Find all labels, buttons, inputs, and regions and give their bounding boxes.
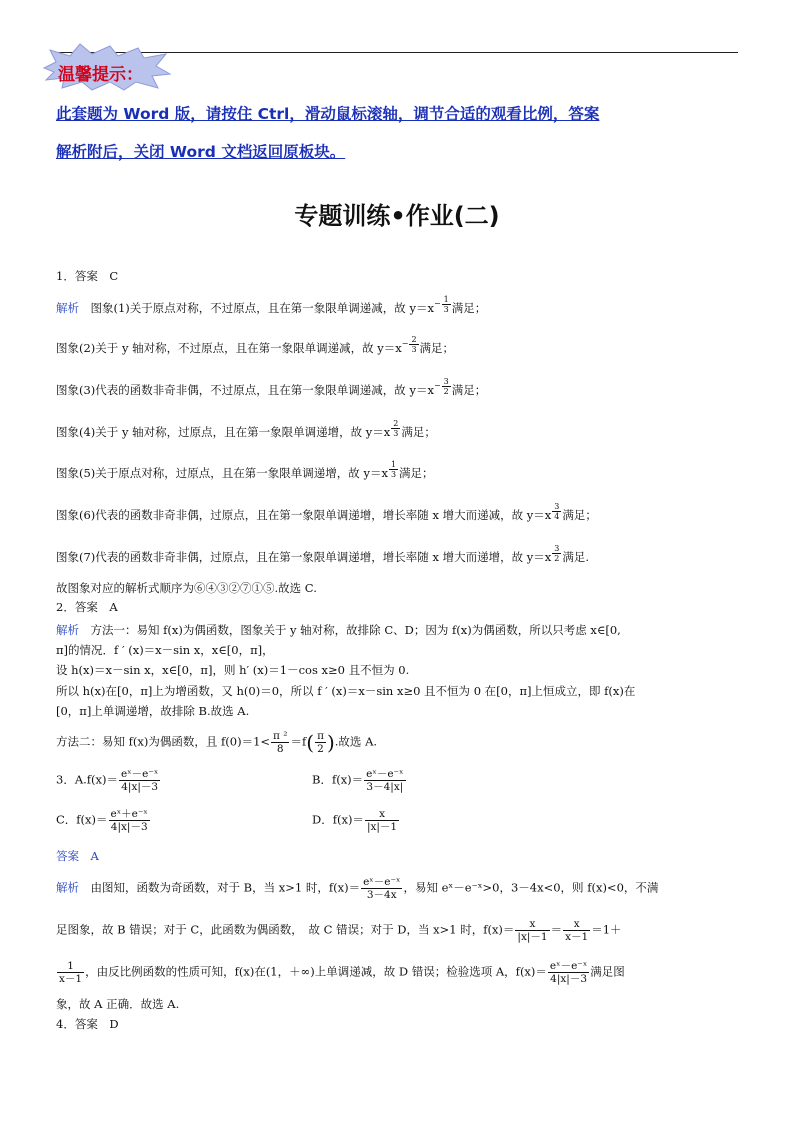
q3-line-3: $\frac{1}{x-1}$ ，由反比例函数的性质可知，f(x)在(1，＋∞)上单调递减，故 D 错误；检验选项 A，f(x)＝ $\frac{\text{eˣ－e⁻ˣ}}{4|x|-3}$ 满足图: [59, 960, 625, 985]
page-title: 专题训练•作业(二): [294, 202, 500, 230]
q3-line-4: 象，故 A 正确．故选 A.: [56, 997, 180, 1011]
q2-method-2: 方法二：易知 f(x)为偶函数，且 f(0)＝1< $\frac{\text{π ²}}{8}$ ＝f( $\frac{\pi}{2}$ ).故选 A.: [56, 730, 378, 755]
q3-answer: 答案 A: [56, 849, 99, 863]
q1-line-4: 图象(4)关于 y 轴对称，过原点，且在第一象限单调递增，故 y＝x $^{\frac{2}{3}}$ 满足；: [56, 418, 436, 439]
q1-line-3: 图象(3)代表的函数非奇非偶，不过原点，且在第一象限单调递减，故 $y=x^{- \frac{3}{2}}$ 满足；: [56, 376, 487, 397]
q1-answer: 1．答案 C: [56, 269, 119, 283]
q3-option-d: D．f(x)＝ $\frac{x}{|x|-1}$: [312, 808, 398, 833]
q1-line-2: 图象(2)关于 y 轴对称，不过原点，且在第一象限单调递减，故 $y=x^{- \frac{2}{3}}$ 满足；: [56, 334, 455, 355]
q1-line-5: 图象(5)关于原点对称，过原点，且在第一象限单调递增，故 y＝x $^{\frac{1}{3}}$ 满足；: [56, 459, 434, 480]
q3-line-1: 解析 由图知，函数为奇函数，对于 B，当 x>1 时，f(x)＝ $\frac{\text{eˣ－e⁻ˣ}}{3-4x}$ ，易知 eˣ－e⁻ˣ>0，3－4x<0，则 f(x)<0，不满: [56, 876, 659, 901]
q1-line-7: 图象(7)代表的函数非奇非偶，过原点，且在第一象限单调递增，增长率随 x 增大而递增，故 y＝x $^{\frac{3}{2}}$ 满足.: [56, 543, 589, 564]
q2-line-5: [0，π]上单调递增，故排除 B.故选 A.: [56, 704, 250, 718]
q4-answer: 4．答案 D: [56, 1017, 119, 1031]
notice-line-2: 解析附后，关闭 Word 文档返回原板块。: [56, 143, 346, 161]
q2-line-1: 解析 方法一：易知 f(x)为偶函数，图象关于 y 轴对称，故排除 C、D；因为 f(x)为偶函数，所以只考虑 x∈[0,: [56, 623, 621, 637]
q2-line-4: 所以 h(x)在[0，π]上为增函数，又 h(0)＝0，所以 f ′ (x)＝x－sin x≥0 且不恒为 0 在[0，π]上恒成立，即 f(x)在: [56, 684, 636, 698]
q3-line-2: 足图象，故 B 错误；对于 C，此函数为偶函数， 故 C 错误；对于 D，当 x>1 时，f(x)＝ $\frac{x}{|x|-1}$ ＝ $\frac{x}{x-1}$ ＝1＋: [56, 918, 622, 943]
q3-option-c: C．f(x)＝ $\frac{\text{eˣ＋e⁻ˣ}}{4|x|-3}$: [56, 808, 148, 833]
q1-line-6: 图象(6)代表的函数非奇非偶，过原点，且在第一象限单调递增，增长率随 x 增大而递减，故 y＝x $^{\frac{3}{4}}$ 满足；: [56, 501, 597, 522]
q2-answer: 2．答案 A: [56, 600, 118, 614]
q3-option-b: B．f(x)＝ $\frac{\text{eˣ－e⁻ˣ}}{3-4|x|}$: [312, 768, 404, 793]
q1-conclusion: 故图象对应的解析式顺序为⑥④③②⑦①⑤.故选 C.: [56, 581, 317, 595]
notice-line-1: 此套题为 Word 版，请按住 Ctrl，滑动鼠标滚轴，调节合适的观看比例，答案: [56, 105, 600, 123]
q2-line-3: 设 h(x)＝x－sin x，x∈[0，π]，则 h′ (x)＝1－cos x≥0 且不恒为 0.: [56, 663, 410, 677]
analysis-label: 解析: [56, 623, 79, 637]
analysis-label: 解析: [56, 880, 79, 895]
analysis-label: 解析: [56, 301, 79, 315]
q1-line-1: 解析 图象(1)关于原点对称，不过原点，且在第一象限单调递减，故 $y=x^{- \frac{1}{3}}$ 满足；: [56, 294, 487, 315]
tip-label: 温馨提示：: [58, 65, 143, 85]
q3-option-a: 3．A.f(x)＝ $\frac{\text{eˣ－e⁻ˣ}}{4|x|-3}$: [56, 768, 159, 793]
q2-line-2: π]的情况．f ′ (x)＝x－sin x，x∈[0，π]，: [56, 643, 274, 657]
